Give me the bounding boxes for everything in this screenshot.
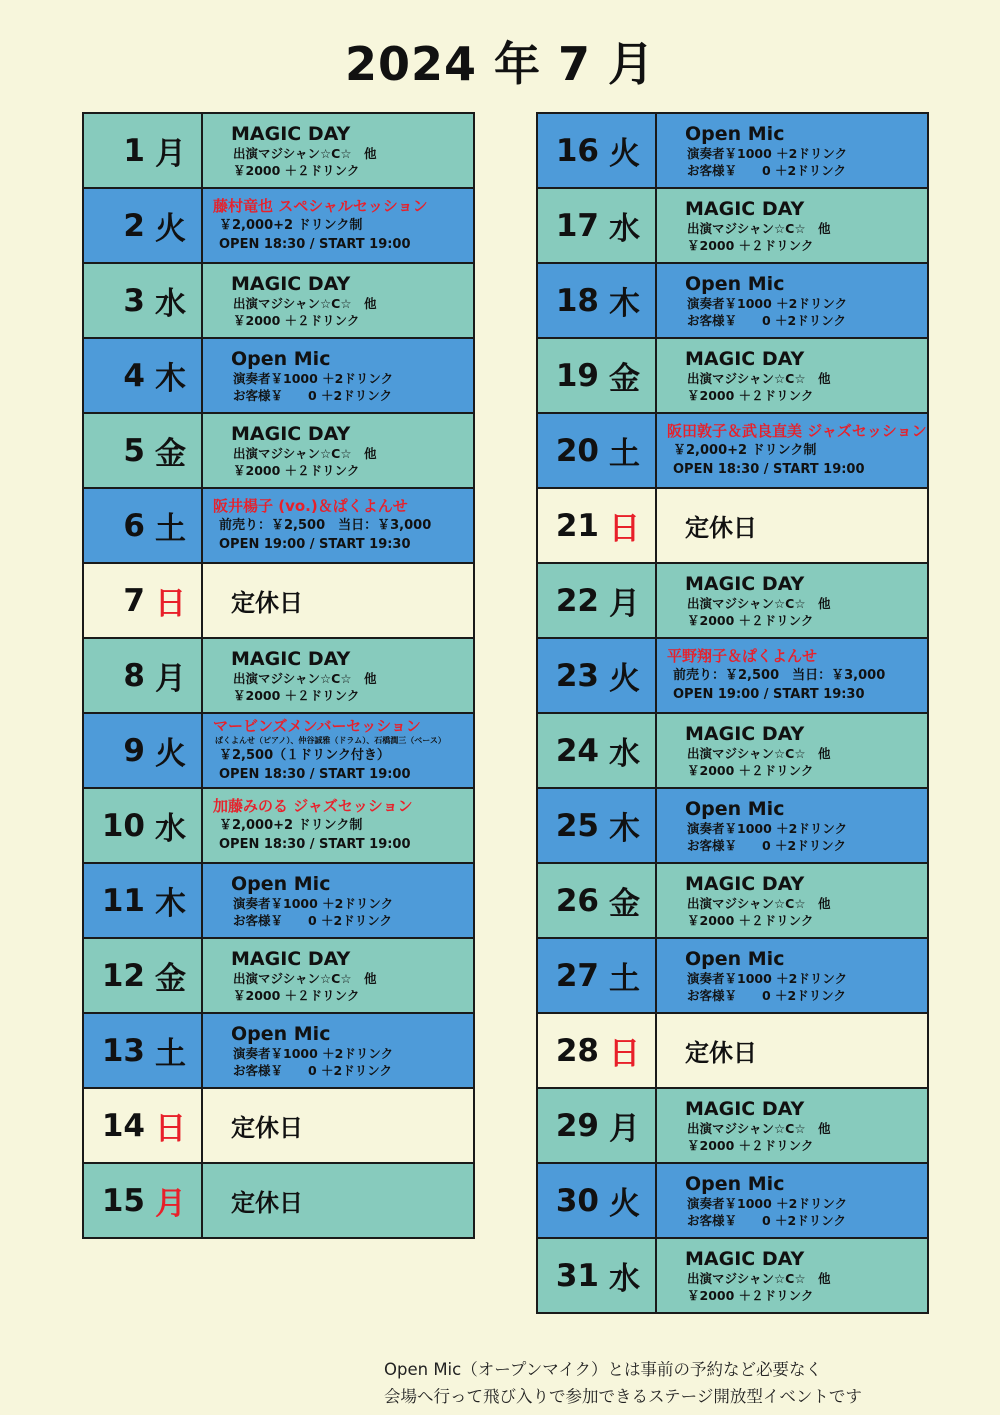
- day-number: 10: [101, 807, 145, 844]
- schedule-row: [536, 337, 929, 414]
- day-of-week: 水: [609, 1261, 640, 1297]
- day-number: 9: [123, 732, 145, 769]
- day-of-week: 火: [609, 136, 640, 172]
- day-number: 11: [101, 882, 145, 919]
- closed-label: 定休日: [231, 1189, 303, 1217]
- page-title: 2024 年 7 月: [344, 37, 656, 91]
- event-title: MAGIC DAY: [231, 647, 351, 670]
- day-of-week: 金: [155, 436, 186, 472]
- schedule-row: [536, 487, 929, 564]
- event-title: 阪井楊子 (vo.)＆ぱくよんせ: [213, 497, 408, 515]
- event-title: MAGIC DAY: [231, 272, 351, 295]
- event-detail-line: OPEN 18:30 / START 19:00: [673, 462, 865, 477]
- schedule-row: [82, 412, 475, 489]
- event-cell: [203, 339, 473, 412]
- event-title: MAGIC DAY: [685, 347, 805, 370]
- date-cell: [538, 114, 657, 187]
- event-cell: [203, 114, 473, 187]
- event-cell: [203, 414, 473, 487]
- event-cell: [657, 1089, 927, 1162]
- event-cell: [657, 339, 927, 412]
- event-detail-line: お客様￥ 0 ＋2ドリンク: [687, 162, 846, 178]
- event-detail-line: 出演マジシャン☆C☆ 他: [687, 895, 831, 911]
- schedule-row: [82, 562, 475, 639]
- event-detail-line: 演奏者￥1000 ＋2ドリンク: [233, 370, 394, 386]
- day-of-week: 月: [155, 1186, 186, 1222]
- event-title: MAGIC DAY: [231, 422, 351, 445]
- event-detail-line: お客様￥ 0 ＋2ドリンク: [233, 387, 392, 403]
- date-cell: [538, 939, 657, 1012]
- day-of-week: 木: [609, 811, 640, 847]
- schedule-row: [536, 637, 929, 714]
- event-detail-line: 出演マジシャン☆C☆ 他: [233, 295, 377, 311]
- event-detail-line: 演奏者￥1000 ＋2ドリンク: [687, 1195, 848, 1211]
- date-cell: [538, 1089, 657, 1162]
- date-cell: [84, 1164, 203, 1237]
- schedule-row: [536, 412, 929, 489]
- event-detail-line: 演奏者￥1000 ＋2ドリンク: [687, 970, 848, 986]
- event-detail-line: 出演マジシャン☆C☆ 他: [233, 145, 377, 161]
- schedule-row: [82, 1012, 475, 1089]
- event-detail-line: 演奏者￥1000 ＋2ドリンク: [233, 1045, 394, 1061]
- event-cell: [203, 1014, 473, 1087]
- event-detail-line: 演奏者￥1000 ＋2ドリンク: [687, 820, 848, 836]
- schedule-row: [82, 337, 475, 414]
- date-cell: [84, 639, 203, 712]
- event-detail-line: ￥2000 ＋２ドリンク: [233, 162, 360, 178]
- schedule-row: [536, 562, 929, 639]
- date-cell: [84, 864, 203, 937]
- event-detail-line: 前売り：￥2,500 当日：￥3,000: [219, 518, 432, 533]
- event-cell: [657, 714, 927, 787]
- event-detail-line: ￥2000 ＋２ドリンク: [687, 612, 814, 628]
- day-number: 17: [555, 207, 599, 244]
- event-title: Open Mic: [231, 347, 331, 370]
- closed-label: 定休日: [231, 589, 303, 617]
- date-cell: [84, 1014, 203, 1087]
- schedule-column-right: [536, 112, 929, 1314]
- date-cell: [538, 864, 657, 937]
- day-of-week: 日: [609, 511, 640, 547]
- day-of-week: 火: [155, 211, 186, 247]
- event-cell: [203, 189, 473, 262]
- event-title: マービンズメンバーセッション: [213, 717, 421, 735]
- event-cell: [203, 1164, 473, 1237]
- event-title: Open Mic: [685, 797, 785, 820]
- event-cell: [657, 1239, 927, 1312]
- day-number: 24: [555, 732, 599, 769]
- event-title: Open Mic: [231, 1022, 331, 1045]
- day-number: 20: [555, 432, 599, 469]
- date-cell: [538, 489, 657, 562]
- event-cell: [203, 1089, 473, 1162]
- event-cell: [657, 1014, 927, 1087]
- event-title: Open Mic: [685, 272, 785, 295]
- day-of-week: 日: [609, 1036, 640, 1072]
- event-cell: [657, 639, 927, 712]
- day-of-week: 木: [155, 886, 186, 922]
- event-detail-line: ￥2,500（１ドリンク付き）: [219, 748, 390, 763]
- day-number: 4: [123, 357, 145, 394]
- day-of-week: 水: [155, 811, 186, 847]
- event-cell: [203, 489, 473, 562]
- day-of-week: 土: [609, 436, 640, 472]
- schedule-row: [82, 1087, 475, 1164]
- day-number: 21: [555, 507, 599, 544]
- event-cell: [657, 564, 927, 637]
- date-cell: [538, 339, 657, 412]
- event-cell: [657, 939, 927, 1012]
- event-cell: [203, 639, 473, 712]
- event-cell: [203, 939, 473, 1012]
- schedule-row: [82, 637, 475, 714]
- event-cell: [203, 864, 473, 937]
- closed-label: 定休日: [685, 514, 757, 542]
- date-cell: [84, 939, 203, 1012]
- day-number: 16: [555, 132, 599, 169]
- date-cell: [84, 789, 203, 862]
- event-title: 加藤みのる ジャズセッション: [213, 797, 413, 815]
- schedule-row: [82, 487, 475, 564]
- event-cell: [657, 1164, 927, 1237]
- event-detail-line: ￥2,000+2 ドリンク制: [219, 218, 363, 233]
- schedule-column-left: [82, 112, 475, 1239]
- event-detail-line: ￥2000 ＋２ドリンク: [233, 462, 360, 478]
- day-of-week: 水: [609, 736, 640, 772]
- day-of-week: 月: [609, 586, 640, 622]
- event-detail-line: お客様￥ 0 ＋2ドリンク: [687, 1212, 846, 1228]
- schedule-row: [82, 712, 475, 789]
- event-cell: [203, 264, 473, 337]
- event-title: 平野翔子＆ぱくよんせ: [667, 647, 818, 665]
- event-detail-line: 出演マジシャン☆C☆ 他: [233, 670, 377, 686]
- event-cell: [657, 789, 927, 862]
- schedule-row: [82, 787, 475, 864]
- event-detail-line: ￥2000 ＋２ドリンク: [687, 762, 814, 778]
- event-detail-line: 出演マジシャン☆C☆ 他: [233, 970, 377, 986]
- day-of-week: 水: [155, 286, 186, 322]
- day-number: 5: [123, 432, 145, 469]
- event-cell: [657, 864, 927, 937]
- date-cell: [84, 264, 203, 337]
- day-of-week: 金: [609, 361, 640, 397]
- event-detail-line: 出演マジシャン☆C☆ 他: [687, 595, 831, 611]
- date-cell: [84, 339, 203, 412]
- footnote-line: Open Mic（オープンマイク）とは事前の予約など必要なく: [384, 1360, 823, 1379]
- day-of-week: 火: [609, 661, 640, 697]
- event-detail-line: OPEN 19:00 / START 19:30: [673, 687, 865, 702]
- schedule-row: [82, 112, 475, 189]
- day-number: 29: [555, 1107, 599, 1144]
- event-detail-line: 演奏者￥1000 ＋2ドリンク: [233, 895, 394, 911]
- event-detail-line: ￥2,000+2 ドリンク制: [219, 818, 363, 833]
- event-title: Open Mic: [685, 1172, 785, 1195]
- footnote-line: 会場へ行って飛び入りで参加できるステージ開放型イベントです: [384, 1387, 862, 1406]
- event-cell: [657, 489, 927, 562]
- day-number: 27: [555, 957, 599, 994]
- event-detail-line: OPEN 18:30 / START 19:00: [219, 237, 411, 252]
- event-cell: [203, 564, 473, 637]
- date-cell: [538, 414, 657, 487]
- schedule-row: [536, 1087, 929, 1164]
- date-cell: [538, 789, 657, 862]
- date-cell: [84, 714, 203, 787]
- schedule-row: [536, 112, 929, 189]
- schedule-row: [536, 712, 929, 789]
- day-of-week: 木: [609, 286, 640, 322]
- event-title: Open Mic: [685, 122, 785, 145]
- event-cell: [657, 114, 927, 187]
- schedule-row: [536, 1162, 929, 1239]
- day-of-week: 日: [155, 1111, 186, 1147]
- date-cell: [538, 1164, 657, 1237]
- event-title: MAGIC DAY: [685, 572, 805, 595]
- day-number: 6: [123, 507, 145, 544]
- event-detail-line: OPEN 18:30 / START 19:00: [219, 767, 411, 782]
- closed-label: 定休日: [685, 1039, 757, 1067]
- day-of-week: 土: [155, 511, 186, 547]
- schedule-row: [82, 262, 475, 339]
- event-detail-line: お客様￥ 0 ＋2ドリンク: [687, 987, 846, 1003]
- event-title: Open Mic: [231, 872, 331, 895]
- event-detail-line: ￥2000 ＋２ドリンク: [687, 1287, 814, 1303]
- day-of-week: 木: [155, 361, 186, 397]
- event-cell: [203, 789, 473, 862]
- footnote: [384, 1356, 984, 1410]
- date-cell: [84, 114, 203, 187]
- day-number: 8: [123, 657, 145, 694]
- event-title: MAGIC DAY: [231, 122, 351, 145]
- event-title: 阪田敦子＆武良直美 ジャズセッション: [667, 422, 927, 440]
- day-of-week: 土: [155, 1036, 186, 1072]
- event-detail-line: 出演マジシャン☆C☆ 他: [687, 1120, 831, 1136]
- date-cell: [538, 1239, 657, 1312]
- date-cell: [538, 264, 657, 337]
- day-of-week: 日: [155, 586, 186, 622]
- day-of-week: 土: [609, 961, 640, 997]
- date-cell: [538, 564, 657, 637]
- schedule-row: [82, 187, 475, 264]
- event-detail-line: 出演マジシャン☆C☆ 他: [687, 745, 831, 761]
- closed-label: 定休日: [231, 1114, 303, 1142]
- event-detail-line: 演奏者￥1000 ＋2ドリンク: [687, 295, 848, 311]
- day-of-week: 金: [155, 961, 186, 997]
- day-of-week: 火: [155, 736, 186, 772]
- event-detail-line: ￥2000 ＋２ドリンク: [233, 987, 360, 1003]
- day-number: 28: [555, 1032, 599, 1069]
- event-title: MAGIC DAY: [685, 872, 805, 895]
- day-of-week: 火: [609, 1186, 640, 1222]
- day-number: 7: [123, 582, 145, 619]
- schedule-row: [536, 1012, 929, 1089]
- event-detail-line: ￥2000 ＋２ドリンク: [233, 687, 360, 703]
- day-number: 13: [101, 1032, 145, 1069]
- day-of-week: 水: [609, 211, 640, 247]
- date-cell: [84, 414, 203, 487]
- event-detail-line: お客様￥ 0 ＋2ドリンク: [687, 312, 846, 328]
- event-detail-line: 出演マジシャン☆C☆ 他: [687, 220, 831, 236]
- schedule-row: [536, 862, 929, 939]
- day-number: 15: [101, 1182, 145, 1219]
- date-cell: [538, 189, 657, 262]
- date-cell: [84, 564, 203, 637]
- date-cell: [84, 1089, 203, 1162]
- event-detail-line: OPEN 19:00 / START 19:30: [219, 537, 411, 552]
- day-number: 12: [101, 957, 145, 994]
- date-cell: [538, 639, 657, 712]
- schedule-row: [536, 262, 929, 339]
- date-cell: [538, 1014, 657, 1087]
- event-detail-line: 演奏者￥1000 ＋2ドリンク: [687, 145, 848, 161]
- event-detail-line: ￥2000 ＋２ドリンク: [687, 237, 814, 253]
- schedule-row: [536, 937, 929, 1014]
- date-cell: [538, 714, 657, 787]
- day-of-week: 月: [609, 1111, 640, 1147]
- day-number: 23: [555, 657, 599, 694]
- day-of-week: 月: [155, 136, 186, 172]
- day-number: 2: [123, 207, 145, 244]
- event-detail-line: 出演マジシャン☆C☆ 他: [233, 445, 377, 461]
- event-detail-line: お客様￥ 0 ＋2ドリンク: [233, 912, 392, 928]
- event-cell: [657, 264, 927, 337]
- event-detail-line: 出演マジシャン☆C☆ 他: [687, 370, 831, 386]
- day-of-week: 月: [155, 661, 186, 697]
- event-title: MAGIC DAY: [685, 197, 805, 220]
- event-detail-line: OPEN 18:30 / START 19:00: [219, 837, 411, 852]
- event-title: MAGIC DAY: [685, 722, 805, 745]
- event-title: 藤村竜也 スペシャルセッション: [213, 197, 428, 215]
- day-number: 25: [555, 807, 599, 844]
- event-detail-line: お客様￥ 0 ＋2ドリンク: [233, 1062, 392, 1078]
- event-performers: ぱくよんせ（ピアノ）、仲谷誠雅（ドラム）、石橋潤三（ベース）: [215, 736, 446, 745]
- day-number: 18: [555, 282, 599, 319]
- event-detail-line: ￥2000 ＋２ドリンク: [687, 1137, 814, 1153]
- event-title: MAGIC DAY: [231, 947, 351, 970]
- day-number: 31: [555, 1257, 599, 1294]
- event-detail-line: ￥2000 ＋２ドリンク: [687, 387, 814, 403]
- event-detail-line: 出演マジシャン☆C☆ 他: [687, 1270, 831, 1286]
- event-detail-line: ￥2000 ＋２ドリンク: [687, 912, 814, 928]
- event-title: MAGIC DAY: [685, 1247, 805, 1270]
- schedule-row: [536, 787, 929, 864]
- day-number: 14: [101, 1107, 145, 1144]
- schedule-row: [82, 937, 475, 1014]
- day-of-week: 金: [609, 886, 640, 922]
- event-detail-line: 前売り：￥2,500 当日：￥3,000: [673, 668, 886, 683]
- event-cell: [203, 714, 473, 787]
- schedule-row: [536, 187, 929, 264]
- date-cell: [84, 489, 203, 562]
- day-number: 26: [555, 882, 599, 919]
- event-cell: [657, 189, 927, 262]
- event-detail-line: ￥2000 ＋２ドリンク: [233, 312, 360, 328]
- event-title: MAGIC DAY: [685, 1097, 805, 1120]
- day-number: 22: [555, 582, 599, 619]
- date-cell: [84, 189, 203, 262]
- event-cell: [657, 414, 927, 487]
- day-number: 3: [123, 282, 145, 319]
- day-number: 1: [123, 132, 145, 169]
- schedule-row: [536, 1237, 929, 1314]
- day-number: 30: [555, 1182, 599, 1219]
- event-detail-line: お客様￥ 0 ＋2ドリンク: [687, 837, 846, 853]
- day-number: 19: [555, 357, 599, 394]
- event-detail-line: ￥2,000+2 ドリンク制: [673, 443, 817, 458]
- event-title: Open Mic: [685, 947, 785, 970]
- schedule-row: [82, 1162, 475, 1239]
- schedule-row: [82, 862, 475, 939]
